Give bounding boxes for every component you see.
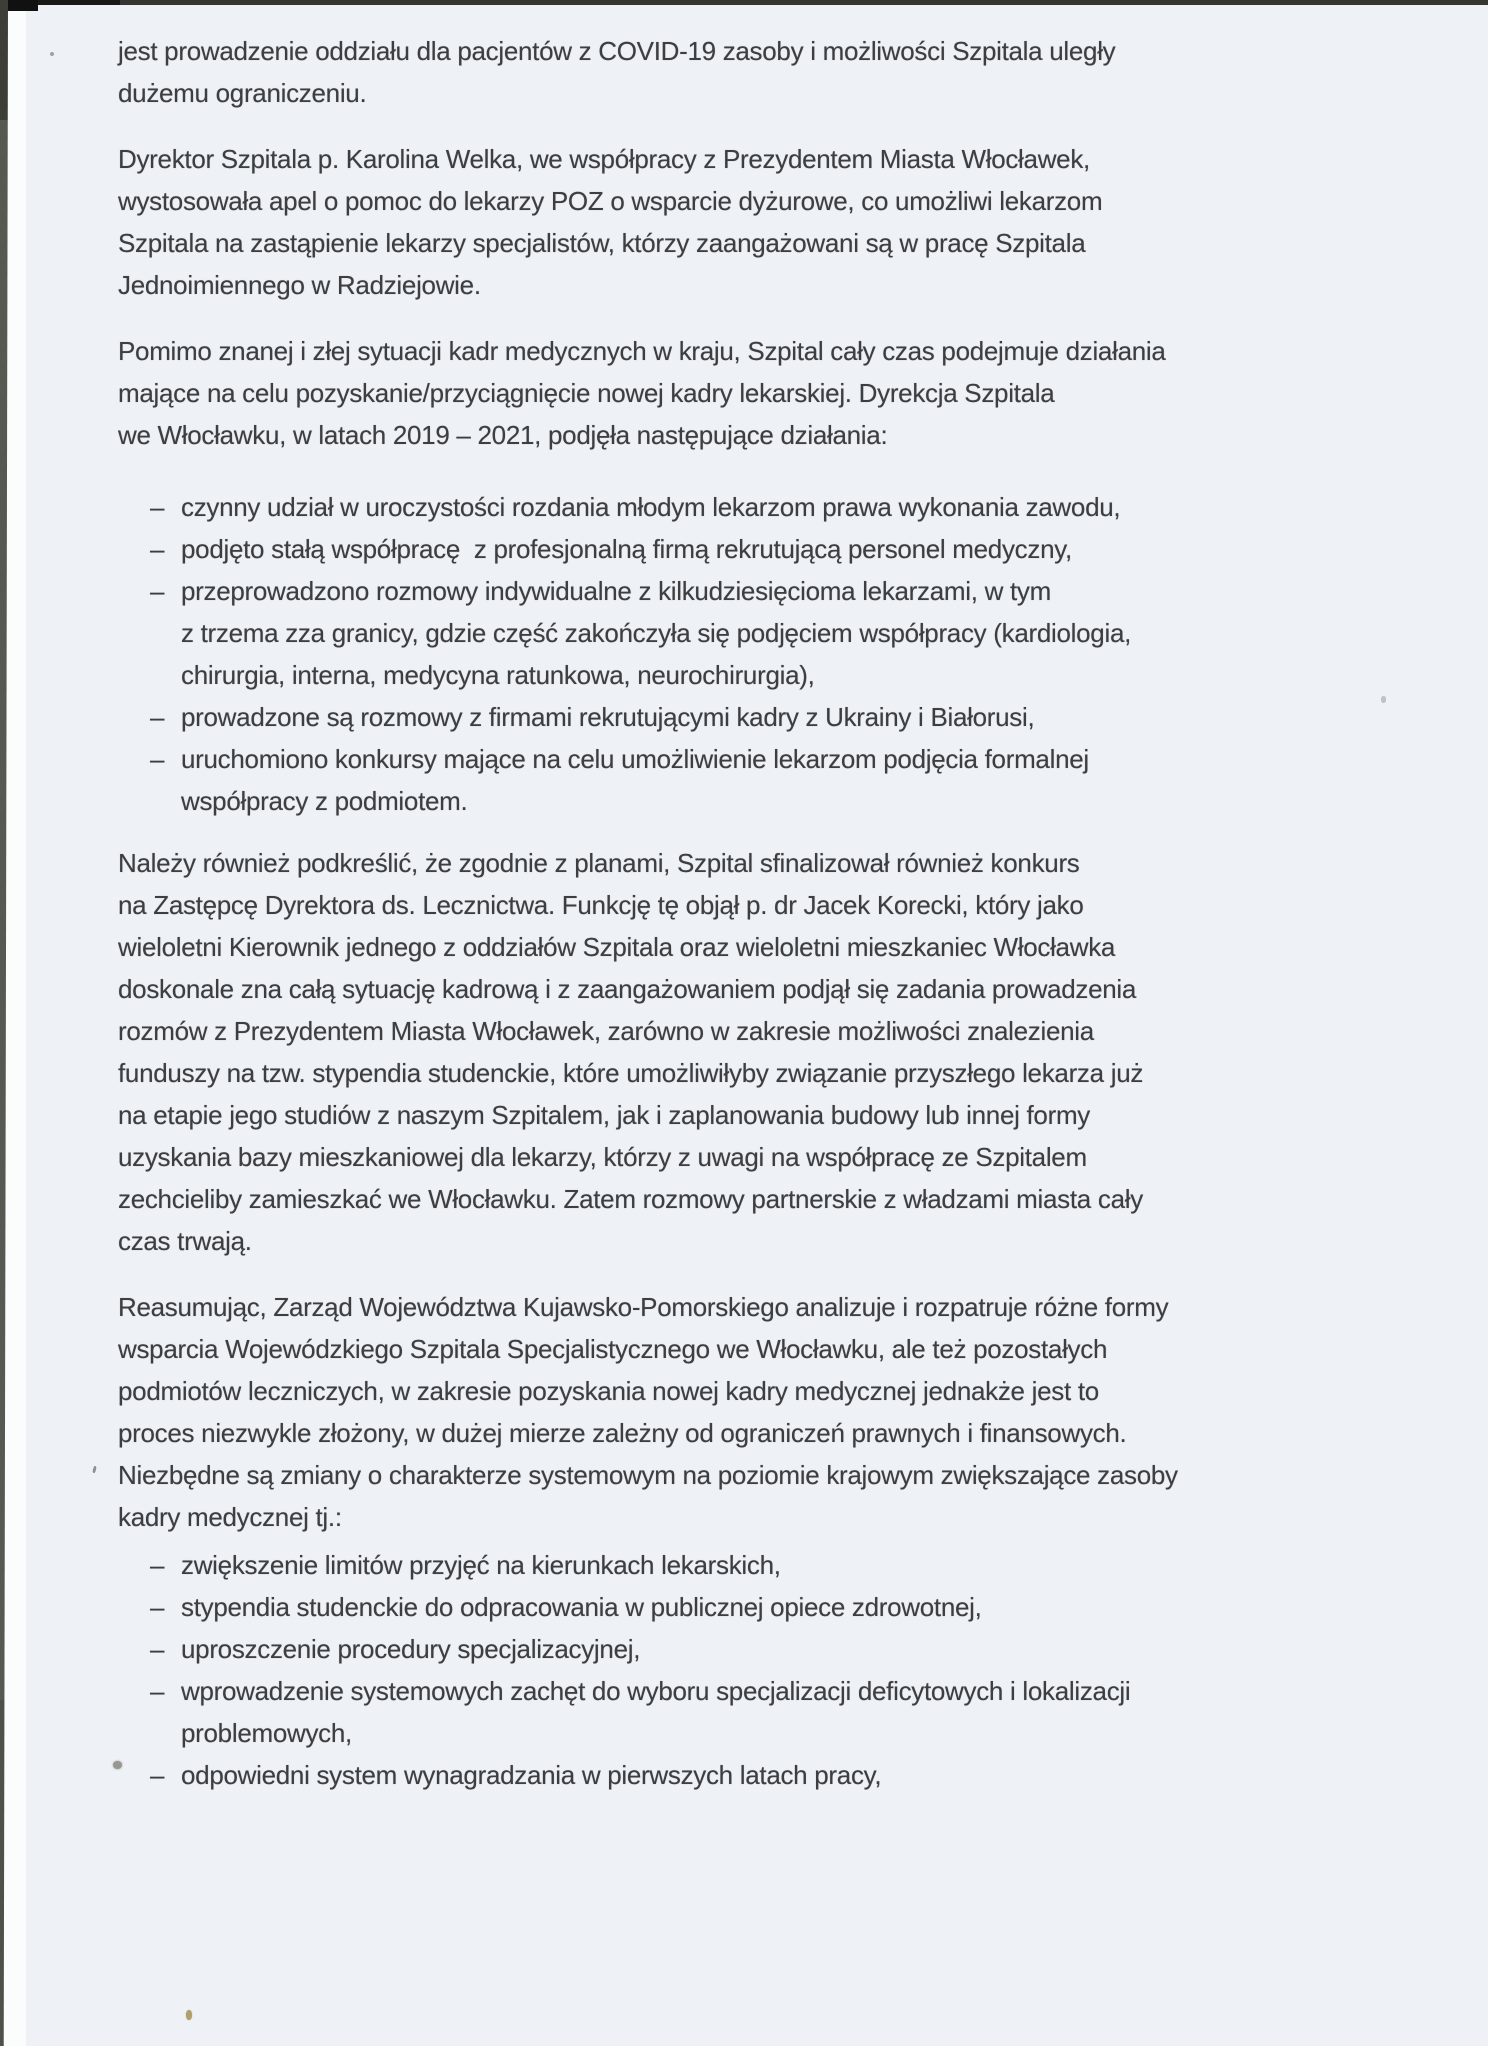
text-line: wystosowała apel o pomoc do lekarzy POZ o wsparcie dyżurowe, co umożliwi lekarzom <box>118 186 1103 216</box>
text-line: uzyskania bazy mieszkaniowej dla lekarzy, którzy z uwagi na współpracę ze Szpitalem <box>118 1142 1087 1172</box>
text-line: na etapie jego studiów z naszym Szpitalem, jak i zaplanowania budowy lub innej formy <box>118 1100 1091 1130</box>
text-line: na Zastępcę Dyrektora ds. Lecznictwa. Funkcję tę objął p. dr Jacek Korecki, który jako <box>118 890 1084 920</box>
text-line: czas trwają. <box>118 1226 252 1256</box>
text-line: doskonale zna całą sytuację kadrową i z zaangażowaniem podjął się zadania prowadzenia <box>118 974 1137 1004</box>
list-item <box>150 1544 1358 1586</box>
dash-bullet: – <box>150 492 165 522</box>
text-line: współpracy z podmiotem. <box>181 786 468 816</box>
document-text <box>118 30 1358 1796</box>
dash-bullet: – <box>150 1550 165 1580</box>
text-line: wieloletni Kierownik jednego z oddziałów Szpitala oraz wieloletni mieszkaniec Włocławka <box>118 932 1116 962</box>
dash-bullet: – <box>150 1760 165 1790</box>
text-line: uproszczenie procedury specjalizacyjnej, <box>181 1634 641 1664</box>
text-line: mające na celu pozyskanie/przyciągnięcie nowej kadry lekarskiej. Dyrekcja Szpitala <box>118 378 1055 408</box>
bullet-list-2 <box>118 1544 1358 1796</box>
list-item <box>150 738 1358 822</box>
text-line: wsparcia Wojewódzkiego Szpitala Specjalistycznego we Włocławku, ale też pozostałych <box>118 1334 1108 1364</box>
list-item <box>150 528 1358 570</box>
text-line: wprowadzenie systemowych zachęt do wyboru specjalizacji deficytowych i lokalizacji <box>181 1676 1131 1706</box>
list-item <box>150 570 1358 696</box>
text-line: rozmów z Prezydentem Miasta Włocławek, zarówno w zakresie możliwości znalezienia <box>118 1016 1094 1046</box>
text-line: Pomimo znanej i złej sytuacji kadr medycznych w kraju, Szpital cały czas podejmuje działania <box>118 336 1166 366</box>
dash-bullet: – <box>150 702 165 732</box>
text-line: stypendia studenckie do odpracowania w publicznej opiece zdrowotnej, <box>181 1592 982 1622</box>
text-line: proces niezwykle złożony, w dużej mierze zależny od ograniczeń prawnych i finansowych. <box>118 1418 1127 1448</box>
text-line: Szpitala na zastąpienie lekarzy specjalistów, którzy zaangażowani są w pracę Szpitala <box>118 228 1086 258</box>
scan-edge-top <box>0 0 1488 5</box>
text-line: Jednoimiennego w Radziejowie. <box>118 270 481 300</box>
text-line: prowadzone są rozmowy z firmami rekrutującymi kadry z Ukrainy i Białorusi, <box>181 702 1035 732</box>
list-item <box>150 1670 1358 1754</box>
text-line: problemowych, <box>181 1718 352 1748</box>
text-line: Reasumując, Zarząd Województwa Kujawsko-Pomorskiego analizuje i rozpatruje różne formy <box>118 1292 1169 1322</box>
dash-bullet: – <box>150 534 165 564</box>
text-line: z trzema zza granicy, gdzie część zakończyła się podjęciem współpracy (kardiologia, <box>181 618 1132 648</box>
text-line: odpowiedni system wynagradzania w pierwszych latach pracy, <box>181 1760 882 1790</box>
scan-speck <box>1381 696 1386 703</box>
text-line: funduszy na tzw. stypendia studenckie, które umożliwiłyby związanie przyszłego lekarza już <box>118 1058 1144 1088</box>
paragraph-1 <box>118 30 1358 114</box>
dash-bullet: – <box>150 576 165 606</box>
list-item <box>150 1586 1358 1628</box>
text-line: kadry medycznej tj.: <box>118 1502 342 1532</box>
paragraph-4 <box>118 842 1358 1262</box>
list-item <box>150 1754 1358 1796</box>
text-line: uruchomiono konkursy mające na celu umożliwienie lekarzom podjęcia formalnej <box>181 744 1089 774</box>
scan-edge-left <box>0 0 8 2046</box>
text-line: przeprowadzono rozmowy indywidualne z kilkudziesięcioma lekarzami, w tym <box>181 576 1051 606</box>
text-line: zechcieliby zamieszkać we Włocławku. Zatem rozmowy partnerskie z władzami miasta cały <box>118 1184 1143 1214</box>
text-line: we Włocławku, w latach 2019 – 2021, podjęła następujące działania: <box>118 420 888 450</box>
text-line: dużemu ograniczeniu. <box>118 78 367 108</box>
text-line: podjęto stałą współpracę z profesjonalną firmą rekrutującą personel medyczny, <box>181 534 1072 564</box>
text-line: Należy również podkreślić, że zgodnie z planami, Szpital sfinalizował również konkurs <box>118 848 1080 878</box>
text-line: czynny udział w uroczystości rozdania młodym lekarzom prawa wykonania zawodu, <box>181 492 1121 522</box>
dash-bullet: – <box>150 1676 165 1706</box>
text-line: jest prowadzenie oddziału dla pacjentów z COVID-19 zasoby i możliwości Szpitala uległy <box>118 36 1116 66</box>
list-item <box>150 696 1358 738</box>
text-line: Dyrektor Szpitala p. Karolina Welka, we współpracy z Prezydentem Miasta Włocławek, <box>118 144 1090 174</box>
dash-bullet: – <box>150 744 165 774</box>
paragraph-3 <box>118 330 1358 456</box>
text-line: chirurgia, interna, medycyna ratunkowa, neurochirurgia), <box>181 660 815 690</box>
list-item <box>150 486 1358 528</box>
dash-bullet: – <box>150 1592 165 1622</box>
scan-speck <box>113 1761 122 1769</box>
paragraph-5 <box>118 1286 1358 1538</box>
dash-bullet: – <box>150 1634 165 1664</box>
list-item <box>150 1628 1358 1670</box>
bullet-list-1 <box>118 486 1358 822</box>
scan-speck <box>50 52 54 56</box>
scan-speck <box>186 2010 192 2020</box>
text-line: podmiotów leczniczych, w zakresie pozyskania nowej kadry medycznej jednakże jest to <box>118 1376 1099 1406</box>
text-line: zwiększenie limitów przyjęć na kierunkach lekarskich, <box>181 1550 781 1580</box>
text-line: Niezbędne są zmiany o charakterze systemowym na poziomie krajowym zwiększające zasoby <box>118 1460 1178 1490</box>
paragraph-2 <box>118 138 1358 306</box>
